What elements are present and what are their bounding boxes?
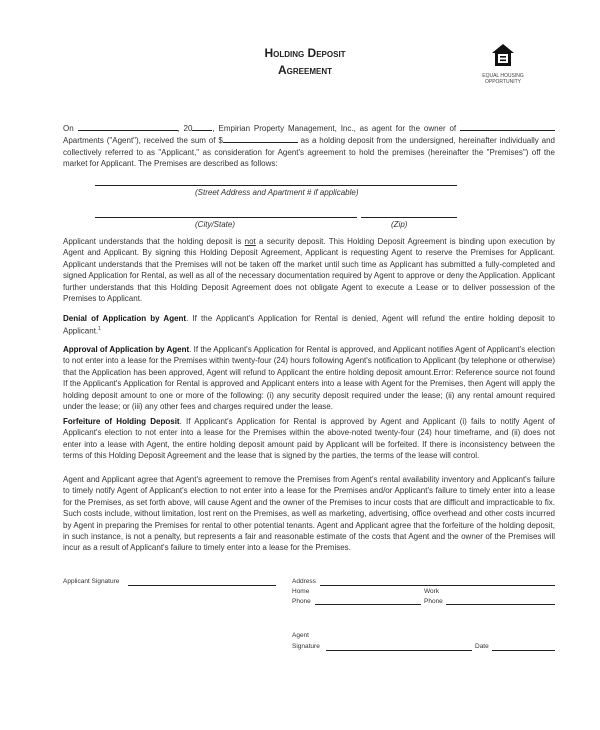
agent-signature-label: Signature	[292, 643, 320, 650]
street-caption: (Street Address and Apartment # if applicable)	[195, 188, 359, 197]
para-text: Applicant understands that the holding deposit is	[63, 237, 245, 246]
equal-housing-icon	[490, 42, 516, 68]
approval-paragraph	[63, 344, 555, 412]
home-label: Home	[292, 588, 310, 595]
para-text: Agent and Applicant agree that Agent's agreement to remove the Premises from Agent's rental availability inventory and Applicant's failure to timely notify Agent of Applicant's election to not enter into a lease for the Premises and/or Applicant's failure to timely enter into a lease for the Premises, as set forth above, will cause Agent and the owner of the Premises to incur costs that are difficult and impracticable to fix. Such costs include, without limitation, lost rent on the Premises, as well as marketing, advertising, office overhead and other costs incurred by Agent in preparing the Premises for rental to other potential tenants. Agent and Applicant agree that the forfeiture of the holding deposit, in such instance, is not a penalty, but represents a fair and reasonable estimate of the costs that Agent and the owner of the Premises will incur as a result of Applicant's failure to timely enter into a lease for the Premises.	[63, 475, 555, 553]
forfeiture-paragraph	[63, 416, 555, 462]
date-label: Date	[475, 643, 489, 650]
date-blank[interactable]	[78, 122, 178, 131]
city-state-line[interactable]	[95, 217, 357, 218]
agent-signature-line[interactable]	[326, 650, 472, 651]
equal-housing-logo	[478, 42, 528, 85]
address-line[interactable]	[320, 585, 555, 586]
intro-text: , 20	[177, 124, 193, 133]
title-line-1: Holding Deposit	[264, 46, 346, 60]
street-address-line[interactable]	[95, 185, 457, 186]
intro-text: , Empirian Property Management, Inc., as agent for the owner of	[212, 124, 457, 133]
intro-paragraph	[63, 122, 555, 170]
home-phone-line[interactable]	[315, 604, 421, 605]
home-phone-label: Phone	[292, 598, 311, 605]
work-label: Work	[424, 588, 440, 595]
security-paragraph	[63, 236, 555, 304]
section-heading: Approval of Application by Agent	[63, 345, 190, 354]
agent-label: Agent	[292, 632, 309, 639]
title-line-2: Agreement	[277, 63, 332, 77]
amount-blank[interactable]	[223, 134, 298, 143]
owner-blank[interactable]	[460, 122, 555, 131]
section-heading: Forfeiture of Holding Deposit	[63, 417, 180, 426]
city-caption: (City/State)	[195, 220, 236, 229]
intro-text: On	[63, 124, 74, 133]
document-title	[230, 45, 380, 79]
para-text: . If the Applicant's Application for Rental is denied, Agent will refund the entire holding deposit to Applicant.	[63, 314, 555, 337]
costs-paragraph	[63, 474, 555, 554]
logo-text-1: EQUAL HOUSING	[482, 73, 524, 79]
section-heading: Denial of Application by Agent	[63, 314, 187, 323]
zip-line[interactable]	[361, 217, 457, 218]
logo-text-2: OPPORTUNITY	[484, 79, 522, 85]
applicant-signature-label: Applicant Signature	[63, 578, 120, 585]
emphasis-not: not	[244, 237, 256, 246]
denial-paragraph	[63, 313, 555, 337]
zip-caption: (Zip)	[391, 220, 408, 229]
para-text: a security deposit. This Holding Deposit Agreement is binding upon execution by Agent and Applicant. By signing this Holding Deposit Agreement, Applicant is requesting Agent to reserve the Premises for Applicant. Applicant understands that the Premises will not be taken off the market until such time as Applicant has submitted a fully-completed and signed Application for Rental, as well as all of the necessary documentation required by Agent to approve or deny the Application. Applicant further understands that this Holding Deposit Agreement does not obligate Agent to execute a Lease or to deliver possession of the Premises to Applicant.	[63, 237, 556, 304]
agent-date-line[interactable]	[492, 650, 555, 651]
applicant-signature-line[interactable]	[128, 585, 276, 586]
work-phone-line[interactable]	[446, 604, 555, 605]
intro-text: as a holding deposit from the undersigned, hereinafter individually and collectively referred to as "Applicant," as consideration for Agent's agreement to hold the premises (hereinafter the "Premises") off the market for Applicant. The Premises are described as follows:	[63, 136, 555, 169]
work-phone-label: Phone	[424, 598, 443, 605]
intro-text: Apartments ("Agent"), received the sum of $	[63, 136, 223, 146]
para-text: . If the Applicant's Application for Rental is approved, and Applicant notifies Agent of Applicant's election to not enter into a lease for the Premises within twenty-four (24) hours following Agent's notification to Applicant (by telephone or otherwise) that the Application has been approved, Agent will refund to Applicant the entire holding deposit amount.Error: Reference source not found If the Applicant's Application for Rental is approved and Applicant enters into a lease with Agent for the Premises, then Agent will apply the holding deposit amount to one or more of the following: (i) any security deposit required under the lease; (ii) any rental amount required under the lease; or (iii) any other fees and charges required under the lease.	[63, 345, 556, 412]
para-text: . If Applicant's Application for Rental is approved by Agent and Applicant (i) fails to notify Agent of Applicant's election to not enter into a lease for the Premises within the above-noted twenty-four (24) hour timeframe, and (ii) does not enter into a lease with Agent, the entire holding deposit amount paid by Applicant will be forfeited. If there is inconsistency between the terms of this Holding Deposit Agreement and the lease that is signed by the parties, the terms of the lease will control.	[63, 417, 555, 461]
address-label: Address	[292, 578, 316, 585]
year-blank[interactable]	[192, 122, 212, 131]
footnote-marker: 1	[98, 326, 101, 333]
